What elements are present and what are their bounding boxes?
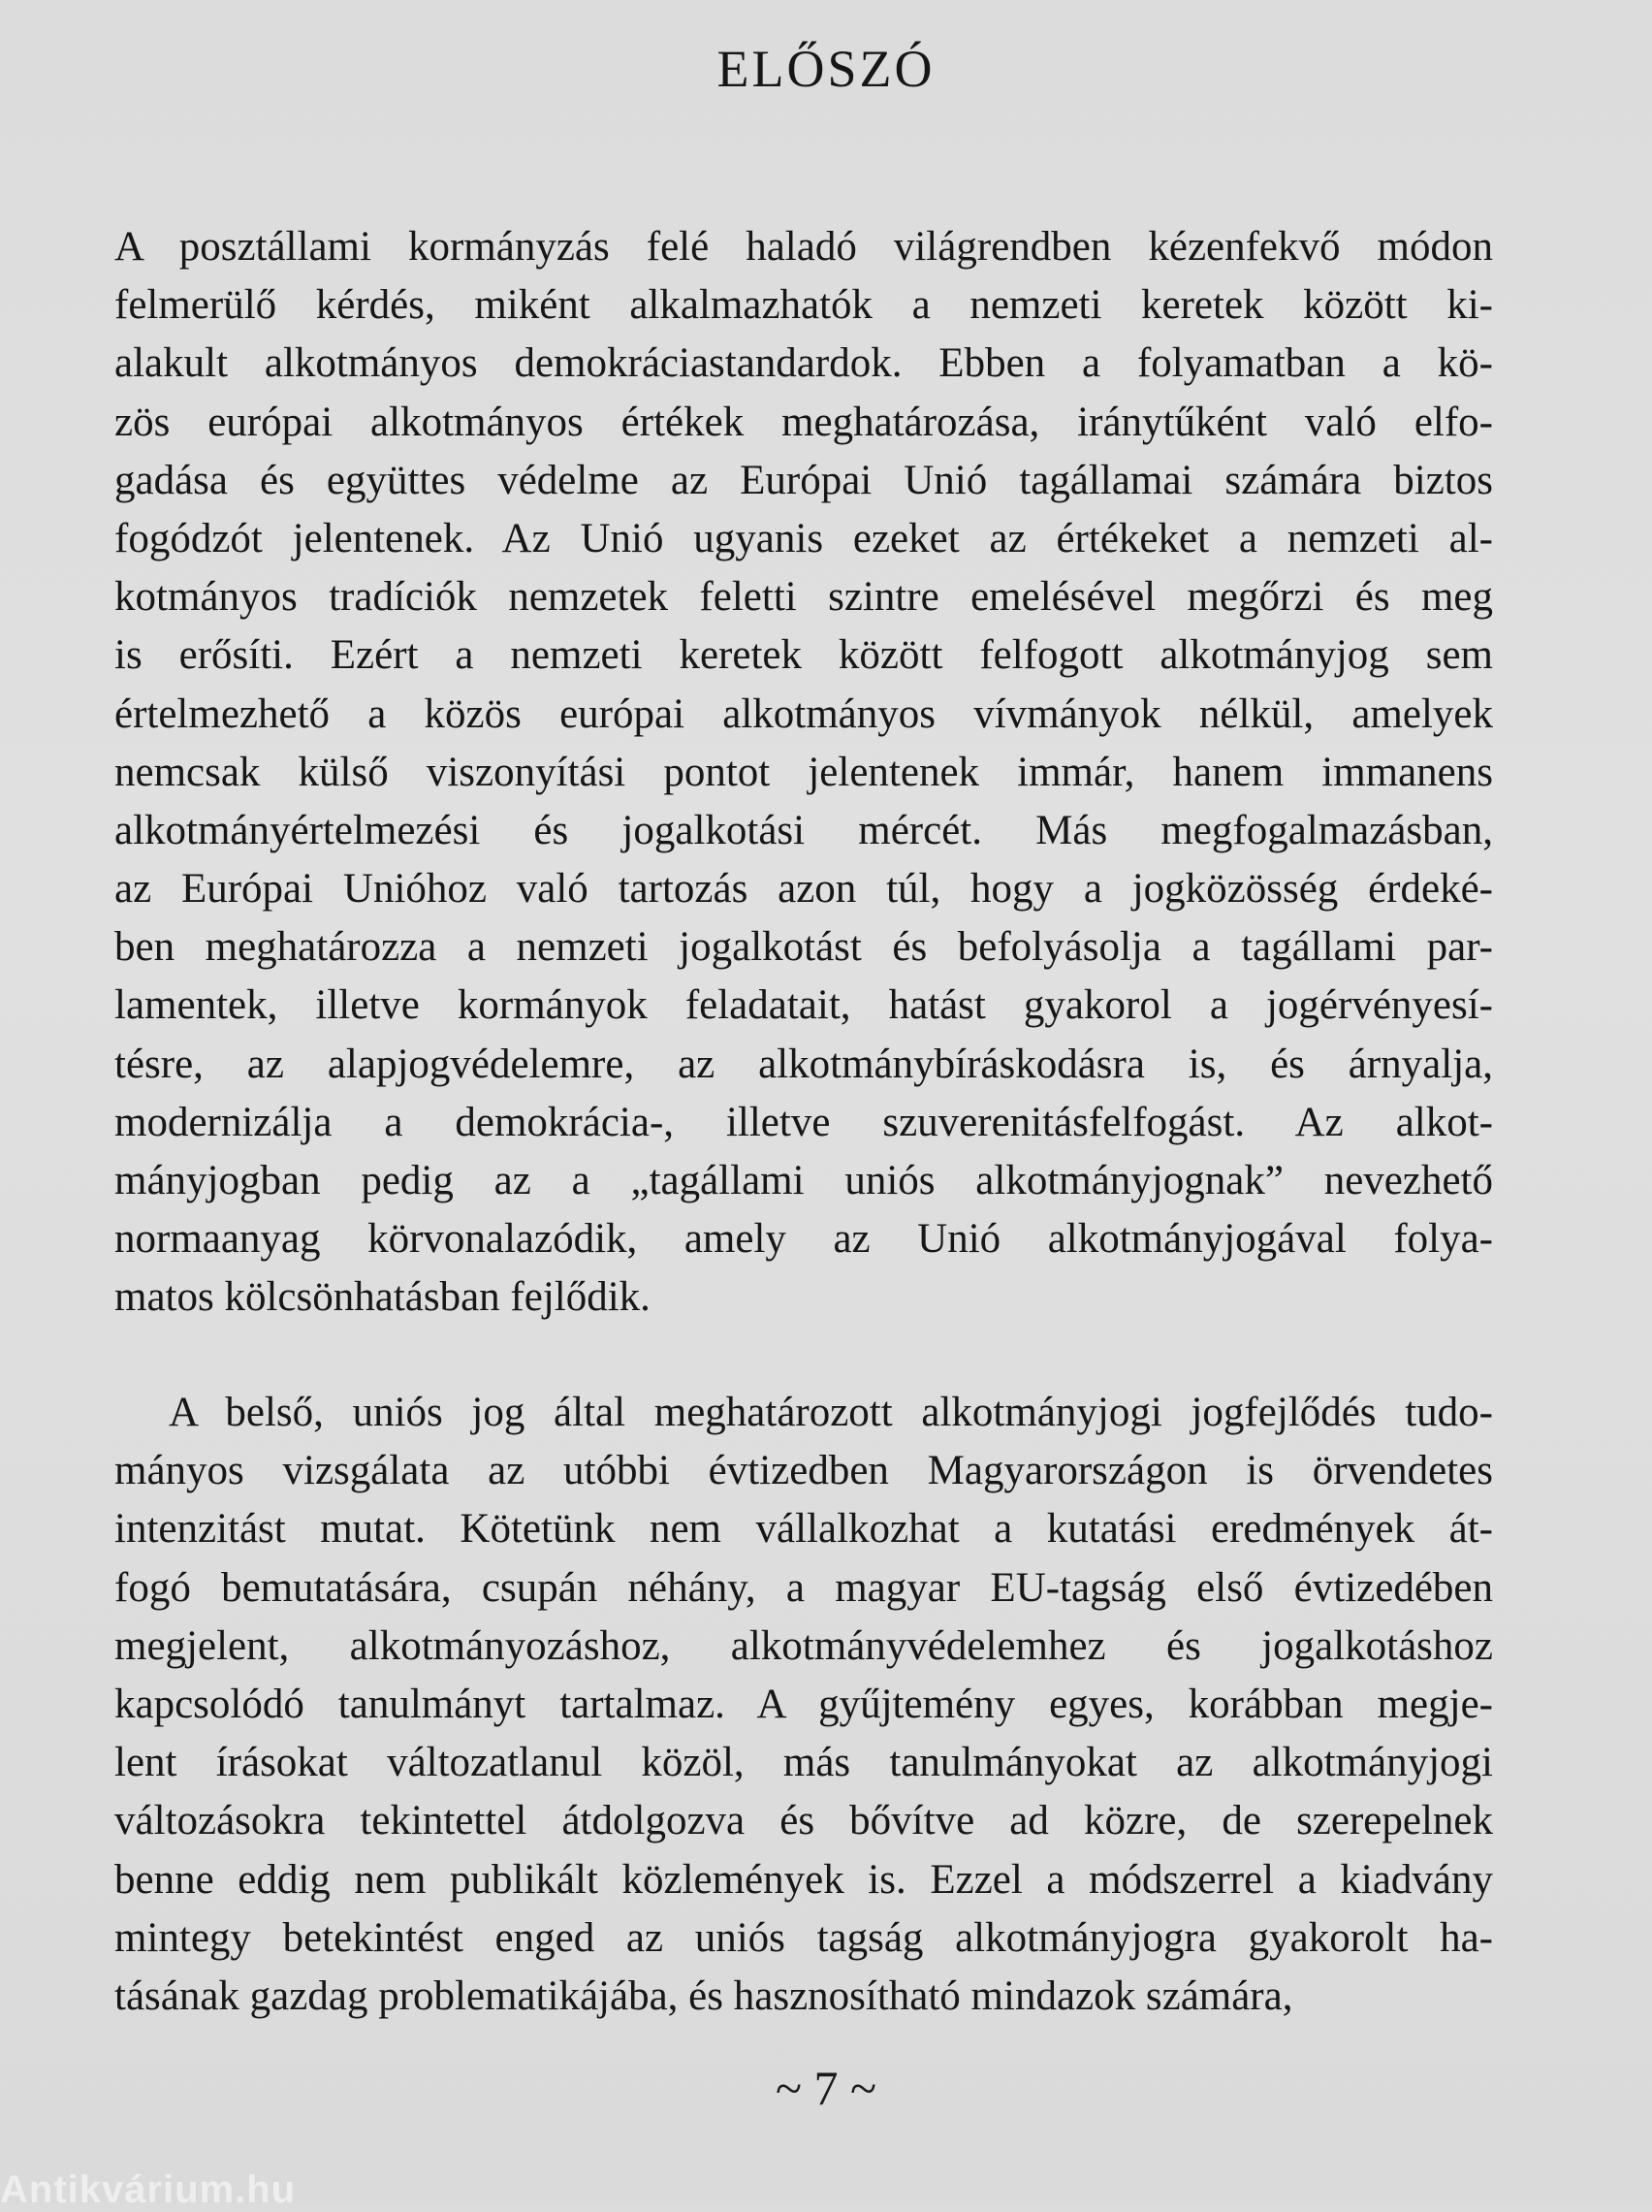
text-line: is erősíti. Ezért a nemzeti keretek között felfogott alkotmányjog sem — [114, 632, 1493, 679]
text-line: mintegy betekintést enged az uniós tagság alkotmányjogra gyakorolt ha- — [114, 1914, 1493, 1961]
text-line: alkotmányértelmezési és jogalkotási mércét. Más megfogalmazásban, — [114, 807, 1493, 853]
page-title: ELŐSZÓ — [716, 40, 936, 98]
text-line: nemcsak külső viszonyítási pontot jelentenek immár, hanem immanens — [114, 749, 1493, 795]
text-line: A belső, uniós jog által meghatározott alkotmányjogi jogfejlődés tudo- — [169, 1390, 1493, 1435]
text-line: felmerülő kérdés, miként alkalmazhatók a nemzeti keretek között ki- — [114, 282, 1493, 329]
text-line: fogó bemutatására, csupán néhány, a magyar EU-tagság első évtizedében — [114, 1564, 1493, 1611]
text-line: tésre, az alapjogvédelemre, az alkotmánybíráskodásra is, és árnyalja, — [114, 1041, 1493, 1087]
text-line: mányjogban pedig az a „tagállami uniós alkotmányjognak” nevezhető — [114, 1158, 1493, 1203]
text-line: intenzitást mutat. Kötetünk nem vállalkozhat a kutatási eredmények át- — [114, 1506, 1493, 1553]
text-line: ben meghatározza a nemzeti jogalkotást és befolyásolja a tagállami par- — [114, 924, 1493, 971]
text-line: kotmányos tradíciók nemzetek feletti szintre emelésével megőrzi és meg — [114, 574, 1493, 621]
text-line: változásokra tekintettel átdolgozva és bővítve ad közre, de szerepelnek — [114, 1798, 1493, 1844]
text-line: zös európai alkotmányos értékek meghatározása, iránytűként való elfo- — [114, 399, 1493, 445]
text-line: matos kölcsönhatásban fejlődik. — [114, 1274, 651, 1321]
text-line: az Európai Unióhoz való tartozás azon túl, hogy a jogközösség érdeké- — [114, 866, 1493, 913]
paragraph-1 — [114, 218, 1493, 1328]
text-line: gadása és együttes védelme az Európai Unió tagállamai számára biztos — [114, 457, 1493, 503]
text-line: lamentek, illetve kormányok feladatait, hatást gyakorol a jogérvényesí- — [114, 982, 1493, 1029]
text-line: benne eddig nem publikált közlemények is. Ezzel a módszerrel a kiadvány — [114, 1856, 1493, 1903]
paragraph-2 — [114, 1384, 1493, 2026]
text-line: mányos vizsgálata az utóbbi évtizedben Magyarországon is örvendetes — [114, 1448, 1493, 1494]
text-line: lent írásokat változatlanul közöl, más tanulmányokat az alkotmányjogi — [114, 1740, 1493, 1786]
page-number: ~ 7 ~ — [775, 2061, 877, 2115]
text-line: fogódzót jelentenek. Az Unió ugyanis ezeket az értékeket a nemzeti al- — [114, 515, 1493, 561]
text-line: megjelent, alkotmányozáshoz, alkotmányvédelemhez és jogalkotáshoz — [114, 1622, 1493, 1669]
text-line: értelmezhető a közös európai alkotmányos vívmányok nélkül, amelyek — [114, 690, 1493, 737]
text-line: tásának gazdag problematikájába, és hasznosítható mindazok számára, — [114, 1972, 1293, 2019]
text-line: modernizálja a demokrácia-, illetve szuverenitásfelfogást. Az alkot- — [114, 1099, 1493, 1145]
text-line: normaanyag körvonalazódik, amely az Unió alkotmányjogával folya- — [114, 1216, 1493, 1263]
text-line: kapcsolódó tanulmányt tartalmaz. A gyűjtemény egyes, korábban megje- — [114, 1681, 1493, 1727]
text-line: alakult alkotmányos demokráciastandardok. Ebben a folyamatban a kö- — [114, 340, 1493, 387]
text-line: A posztállami kormányzás felé haladó világrendben kézenfekvő módon — [114, 224, 1493, 270]
watermark-text: Antikvárium.hu — [0, 2168, 297, 2211]
